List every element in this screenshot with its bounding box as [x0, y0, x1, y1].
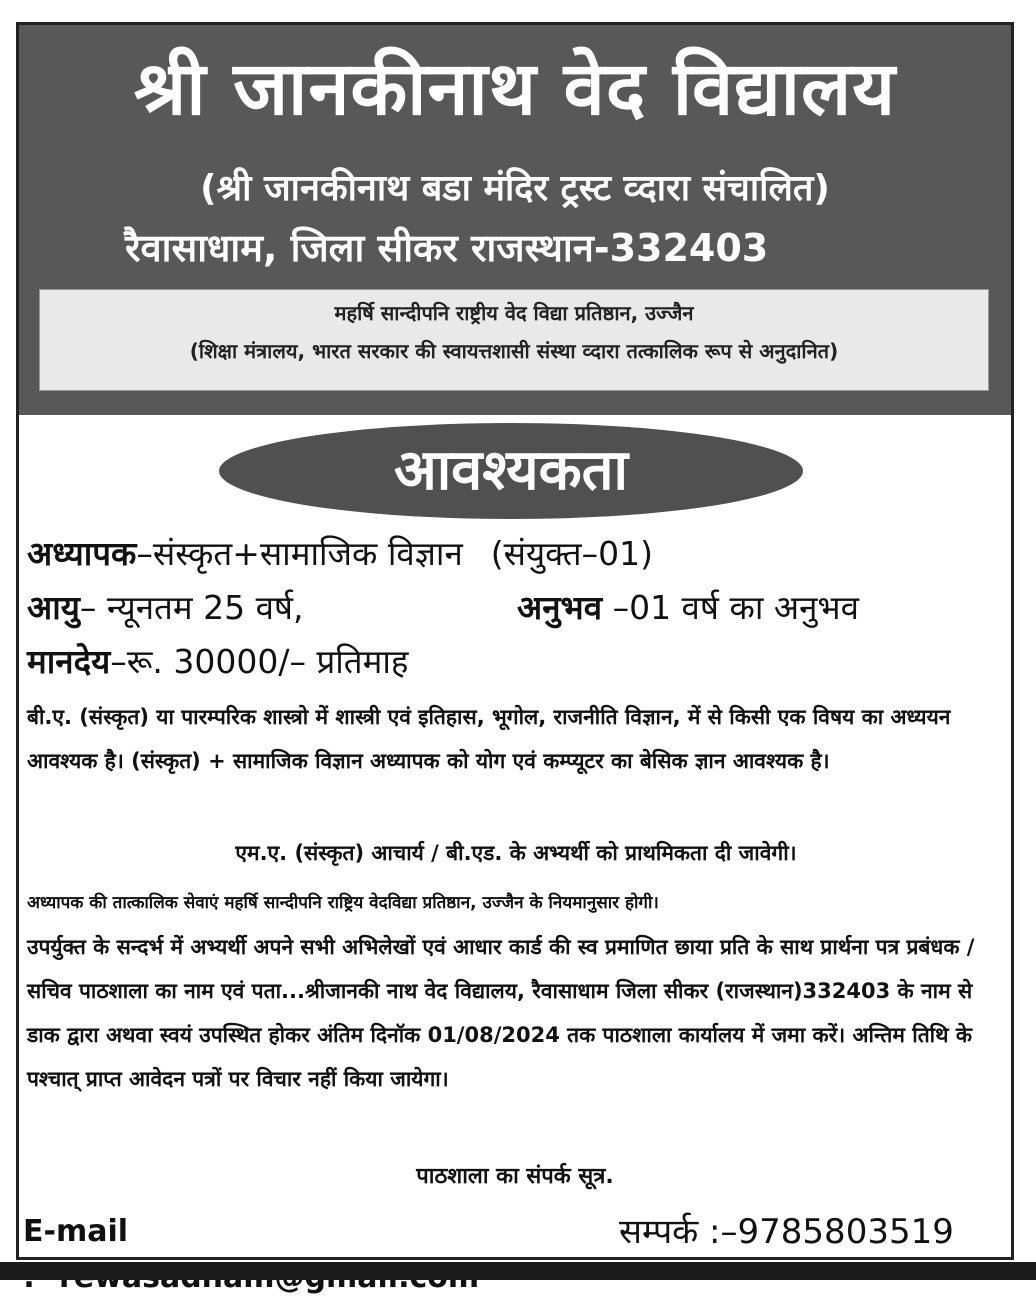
affiliation-box — [39, 289, 989, 391]
post-count: (संयुक्त–01) — [490, 534, 653, 573]
salary-label: मानदेय — [27, 642, 111, 681]
advertisement-frame — [16, 22, 1014, 1260]
email-row — [23, 1209, 583, 1301]
qualification-paragraph: बी.ए. (संस्कृत) या पारम्परिक शास्त्रो में शास्त्री एवं इतिहास, भूगोल, राजनीति विज्ञान, में से किसी एक विषय का अध्ययन आवश्यक है। (संस्कृत) + सामाजिक विज्ञान अध्यापक को योग एवं कम्प्यूटर का बेसिक ज्ञान आवश्यक है। — [27, 705, 951, 773]
top-border — [0, 0, 1036, 22]
affiliation-line-2: (शिक्षा मंत्रालय, भारत सरकार की स्वायत्तशासी संस्था व्दारा तत्कालिक रूप से अनुदानित) — [189, 339, 839, 363]
phone-row — [619, 1209, 1009, 1255]
contact-title: पाठशाला का संपर्क सूत्र. — [416, 1164, 614, 1189]
age-label: आयु — [27, 588, 80, 627]
phone-number[interactable]: 9785803519 — [737, 1212, 954, 1252]
affiliation-line-1: महर्षि सान्दीपनि राष्ट्रीय वेद विद्या प्रतिष्ठान, उज्जैन — [334, 301, 694, 325]
salary-line — [27, 639, 997, 685]
email-label: E-mail — [23, 1214, 129, 1249]
experience-value: –01 वर्ष का अनुभव — [612, 588, 859, 627]
bottom-border — [0, 1262, 1036, 1280]
preference-paragraph: एम.ए. (संस्कृत) आचार्य / बी.एड. के अभ्यर्थी को प्राथमिकता दी जावेगी। — [235, 841, 797, 865]
salary-value: –रू. 30000/– प्रतिमाह — [110, 642, 409, 681]
services-paragraph: अध्यापक की तात्कालिक सेवाएं महर्षि सान्दीपनि राष्ट्रिय वेदविद्या प्रतिष्ठान, उज्जैन के नियमानुसार होगी। — [27, 893, 659, 913]
trust-subtitle: (श्री जानकीनाथ बडा मंदिर ट्रस्ट व्दारा संचालित) — [200, 168, 830, 209]
post-label: अध्यापक — [27, 534, 137, 573]
school-address: रैवासाधाम, जिला सीकर राजस्थान-332403 — [125, 226, 769, 270]
requirement-banner: आवश्यकता — [219, 423, 803, 519]
experience-label: अनुभव — [517, 588, 603, 627]
school-title: श्री जानकीनाथ वेद विद्यालय — [133, 46, 897, 132]
header-band — [19, 25, 1011, 415]
age-value: – न्यूनतम 25 वर्ष, — [79, 588, 304, 627]
application-paragraph: उपर्युक्त के सन्दर्भ में अभ्यर्थी अपने सभी अभिलेखों एवं आधार कार्ड की स्व प्रमाणित छाया प्रति के साथ प्रार्थना पत्र प्रबंधक / सचिव पाठशाला का नाम एवं पता...श्रीजानकी नाथ वेद विद्यालय, रैवासाधाम जिला सीकर (राजस्थान)332403 के नाम से डाक द्वारा अथवा स्वयं उपस्थित होकर अंतिम दिनॉक 01/08/2024 तक पाठशाला कार्यालय में जमा करें। अन्तिम तिथि के पश्चात् प्राप्त आवेदन पत्रों पर विचार नहीं किया जायेगा। — [27, 935, 975, 1091]
phone-label: सम्पर्क :– — [619, 1212, 738, 1252]
post-line — [27, 531, 997, 577]
experience-line — [517, 585, 859, 631]
post-value: –संस्कृत+सामाजिक विज्ञान — [136, 534, 463, 573]
